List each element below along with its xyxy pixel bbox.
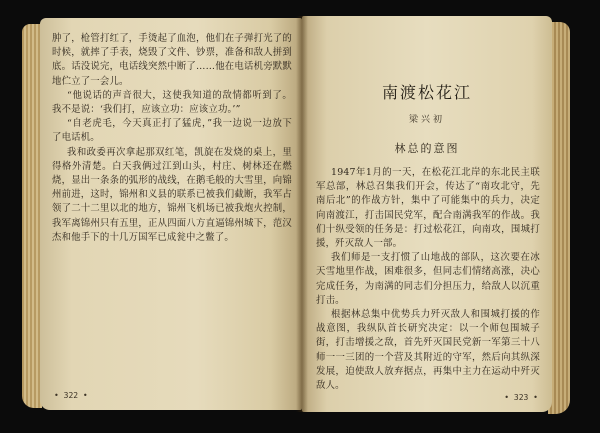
right-paragraph-2: 我们师是一支打惯了山地战的部队，这次要在冰天雪地里作战，困难很多，但同志们情绪高涨，决心完成任务，为南满的同志们分担压力，给敌人以沉重打击。	[316, 252, 540, 306]
right-paragraph-3: 根据林总集中优势兵力歼灭敌人和围城打援的作战意图，我纵队首长研究决定：以一个师包围城子街，打击增援之敌，首先歼灭国民党新一军第三十八师一一三团的一个营及其附近的守军，然后向其纵深发展，迫使敌人放弃据点，再集中主力在运动中歼灭敌人。	[316, 309, 540, 392]
section-title: 林总的意图	[394, 142, 460, 155]
left-page-edges	[22, 24, 42, 408]
right-paragraph-1: 1947年1月的一天，在松花江北岸的东北民主联军总部，林总召集我们开会，传达了“南攻北守，先南后北”的作战方针，集中了可能集中的兵力，决定向南渡江，打击国民党军，配合南满我军的作战。我们十纵受领的任务是：打过松花江，向南攻，围城打援，歼灭敌人一部。	[316, 167, 540, 250]
left-paragraph-2: “他说话的声音很大，这使我知道的敌情都听到了。我不是说：‘我们打，应该立功：应该立功。’”	[52, 89, 292, 116]
chapter-title: 南渡松花江	[381, 83, 472, 102]
left-page-text	[52, 32, 292, 245]
left-page-number: • 322 •	[54, 391, 88, 400]
right-page-number: • 323 •	[504, 393, 538, 402]
left-paragraph-4: 我和政委再次拿起那双红笔，凯旋在发烧的桌上，里得格外清楚。白天我俩过江到山头，村庄、树林还在燃烧，显出一条条的弧形的战线，在鹅毛般的大雪里，向锦州前进，这时，锦州和义县的联系已被我们截断，我军占领了二十二里以北的地方，锦州飞机场已被我炮火控制，我军离锦州只有五里，正从四面八方直逼锦州城下，范汉杰和他手下的十几万国军已成瓮中之鳖了。	[52, 146, 292, 243]
left-paragraph-1: 肿了，枪管打红了，手烫起了血泡，他们在子弹打光了的时候，就摔了手表，烧毁了文件、钞票，准备和敌人拼到底。话没说完，电话线突然中断了……他在电话机旁默默地伫立了一会儿。	[52, 33, 292, 87]
left-paragraph-3: “自老虎毛，今天真正打了猛虎，”我一边说一边放下了电话机。	[52, 118, 292, 144]
right-page	[302, 16, 552, 412]
left-page	[40, 18, 302, 410]
right-page-text	[316, 166, 540, 393]
book-gutter	[296, 16, 308, 412]
chapter-author: 梁兴初	[408, 115, 445, 125]
